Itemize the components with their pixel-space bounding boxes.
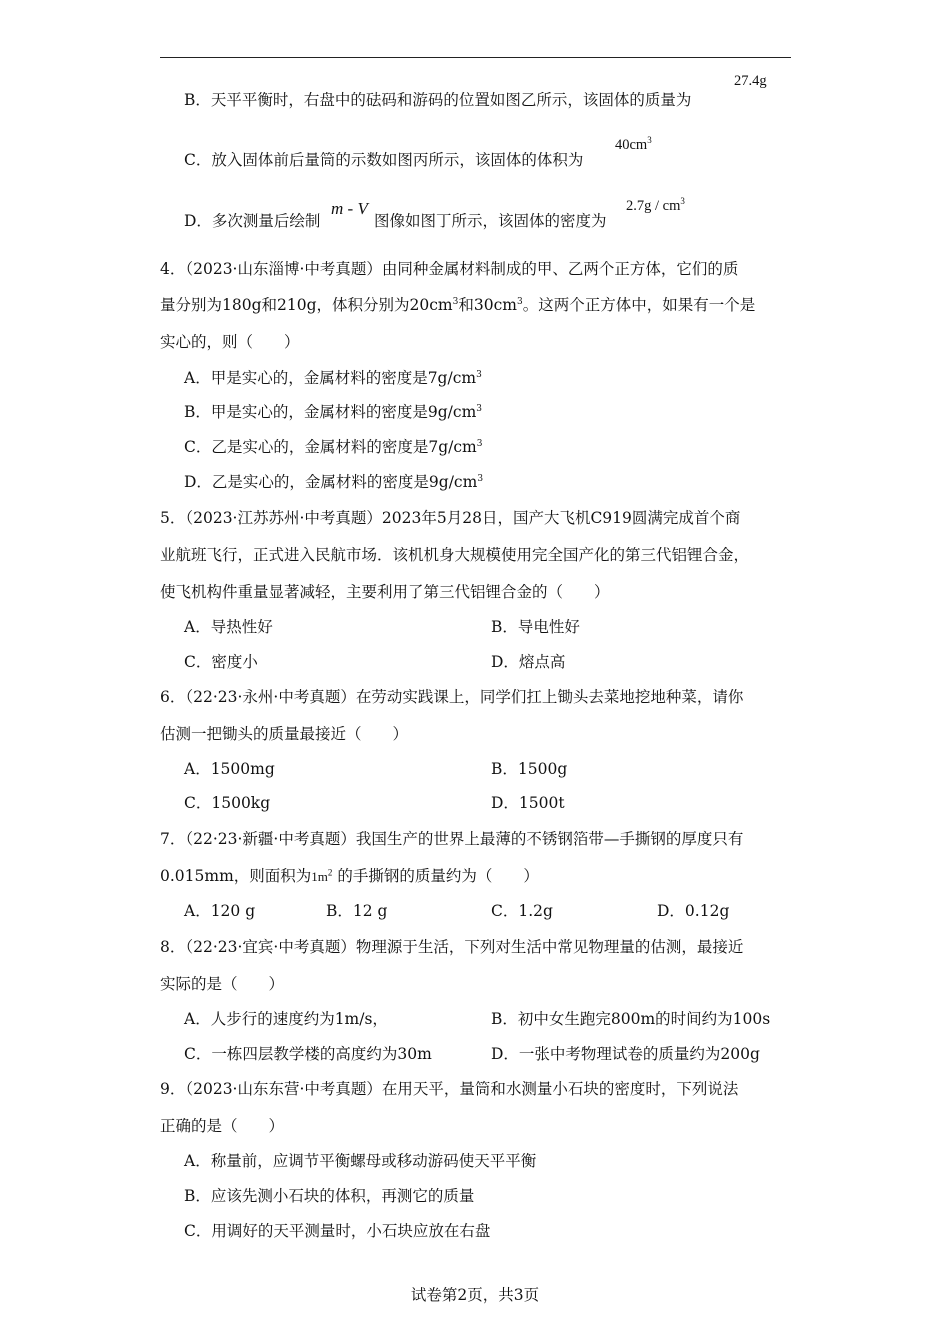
q9-stem-line1: 9．（2023·山东东营·中考真题）在用天平，量筒和水测量小石块的密度时，下列说法: [160, 1080, 739, 1098]
q3-option-b-value: 27.4g: [734, 73, 767, 89]
q9-option-b: B．应该先测小石块的体积，再测它的质量: [184, 1187, 475, 1205]
q3-option-c: C．放入固体前后量筒的示数如图丙所示，该固体的体积为: [184, 151, 584, 169]
q5-option-a: A．导热性好: [184, 618, 273, 636]
q8-option-c: C．一栋四层教学楼的高度约为30m: [184, 1045, 432, 1063]
q6-option-b: B．1500g: [491, 760, 568, 778]
q4-stem-line2: 量分别为180g和210g，体积分别为$20cm^3$和$30cm^3$。这两个正方体中，如果有一个是: [160, 296, 756, 314]
q5-option-d: D．熔点高: [491, 653, 566, 671]
q4-stem-line1: 4．（2023·山东淄博·中考真题）由同种金属材料制成的甲、乙两个正方体，它们的质: [160, 260, 739, 278]
q7-area: $1m^2$: [311, 867, 333, 884]
q9-option-c: C．用调好的天平测量时，小石块应放在右盘: [184, 1222, 491, 1240]
q3-option-d: D．多次测量后绘制: [184, 212, 321, 230]
q7-option-d: D．0.12g: [657, 902, 730, 920]
q3-option-b: B．天平平衡时，右盘中的砝码和游码的位置如图乙所示，该固体的质量为: [184, 91, 692, 109]
q4-option-c: C．乙是实心的，金属材料的密度是$7g/cm^3$: [184, 438, 483, 456]
q8-option-a: A．人步行的速度约为1m/s，: [184, 1010, 388, 1028]
q3-option-d-mv: m - V: [331, 199, 368, 218]
q4-option-a: A．甲是实心的，金属材料的密度是$7g/cm^3$: [184, 369, 482, 387]
q5-option-b: B．导电性好: [491, 618, 580, 636]
q7-option-b: B．12 g: [326, 902, 388, 920]
q8-stem-line2: 实际的是（ ）: [160, 975, 285, 993]
q5-option-c: C．密度小: [184, 653, 258, 671]
q9-option-a: A．称量前，应调节平衡螺母或移动游码使天平平衡: [184, 1152, 537, 1170]
q6-option-a: A．1500mg: [184, 760, 275, 778]
q5-stem-line1: 5．（2023·江苏苏州·中考真题）2023年5月28日，国产大飞机C919圆满完成首个商: [160, 509, 741, 527]
q3-option-c-value: $40cm^3$: [615, 135, 652, 153]
q8-option-b: B．初中女生跑完800m的时间约为100s: [491, 1010, 771, 1028]
q6-option-c: C．1500kg: [184, 794, 271, 812]
q7-option-c: C．1.2g: [491, 902, 553, 920]
q7-stem-line2: 0.015mm，则面积为$1m^2$ 的手撕钢的质量约为（ ）: [160, 867, 539, 885]
q8-option-d: D．一张中考物理试卷的质量约为200g: [491, 1045, 760, 1063]
q4-stem-line3: 实心的，则（ ）: [160, 333, 300, 351]
q5-stem-line2: 业航班飞行，正式进入民航市场．该机机身大规模使用完全国产化的第三代铝锂合金，: [160, 546, 750, 564]
page-footer: 试卷第2页，共3页: [410, 1286, 540, 1304]
header-rule: [160, 57, 791, 58]
q4-option-d: D．乙是实心的，金属材料的密度是$9g/cm^3$: [184, 473, 484, 491]
q6-stem-line1: 6．（22·23·永州·中考真题）在劳动实践课上，同学们扛上锄头去菜地挖地种菜，请你: [160, 688, 744, 706]
q6-stem-line2: 估测一把锄头的质量最接近（ ）: [160, 725, 409, 743]
q3-option-d-rest: 图像如图丁所示，该固体的密度为: [374, 212, 607, 230]
q6-option-d: D．1500t: [491, 794, 565, 812]
q7-stem-line1: 7．（22·23·新疆·中考真题）我国生产的世界上最薄的不锈钢箔带—手撕钢的厚度只有: [160, 830, 744, 848]
q5-stem-line3: 使飞机构件重量显著减轻，主要利用了第三代铝锂合金的（ ）: [160, 583, 610, 601]
q3-option-d-value: $2.7g / cm^3$: [626, 196, 685, 214]
q9-stem-line2: 正确的是（ ）: [160, 1117, 285, 1135]
q7-option-a: A．120 g: [184, 902, 256, 920]
q4-option-b: B．甲是实心的，金属材料的密度是$9g/cm^3$: [184, 403, 483, 421]
q8-stem-line1: 8．（22·23·宜宾·中考真题）物理源于生活，下列对生活中常见物理量的估测，最接近: [160, 938, 744, 956]
